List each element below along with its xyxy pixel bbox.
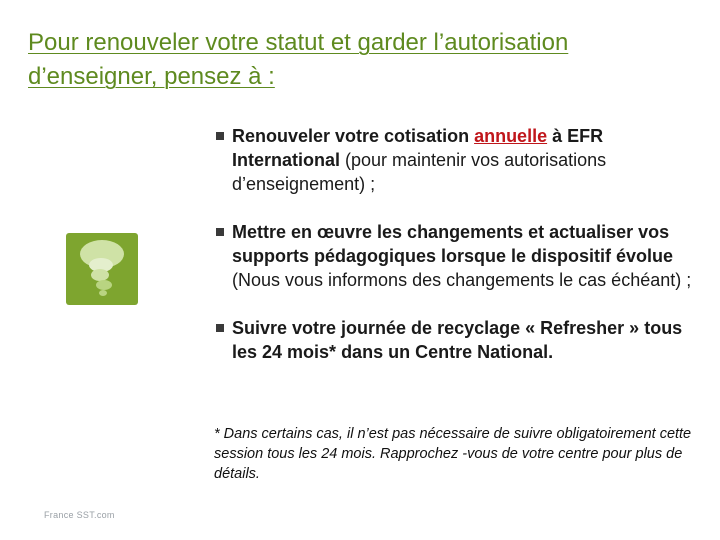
bullet-1-normal: (pour maintenir vos autorisations d’enseignement) ; bbox=[232, 150, 607, 194]
page-title bbox=[28, 26, 708, 94]
title-line-2: d’enseigner, pensez à : bbox=[28, 63, 275, 90]
thought-bubble-icon bbox=[66, 233, 138, 305]
bullet-item-renew bbox=[214, 124, 704, 196]
bullet-3-bold: Suivre votre journée de recyclage « Refresher » tous les 24 mois* dans un Centre National. bbox=[232, 318, 683, 362]
footer-logo: France SST.com bbox=[44, 510, 115, 520]
bullet-list bbox=[214, 124, 704, 388]
bullet-item-refresher bbox=[214, 316, 704, 364]
bullet-1-highlight: annuelle bbox=[474, 126, 548, 146]
bullet-1-bold-a: Renouveler votre cotisation bbox=[232, 126, 475, 146]
bullet-item-update bbox=[214, 220, 704, 292]
bullet-2-normal: (Nous vous informons des changements le cas échéant) ; bbox=[232, 270, 692, 290]
footnote: * Dans certains cas, il n’est pas nécessaire de suivre obligatoirement cette session tous les 24 mois. Rapprochez -vous de votre centre pour plus de détails. bbox=[214, 426, 692, 482]
bullet-1-bold-b: à EFR International bbox=[232, 126, 604, 170]
bullet-2-bold: Mettre en œuvre les changements et actualiser vos supports pédagogiques lorsque le dispositif évolue bbox=[232, 222, 674, 266]
title-line-1: Pour renouveler votre statut et garder l’autorisation bbox=[28, 29, 569, 56]
